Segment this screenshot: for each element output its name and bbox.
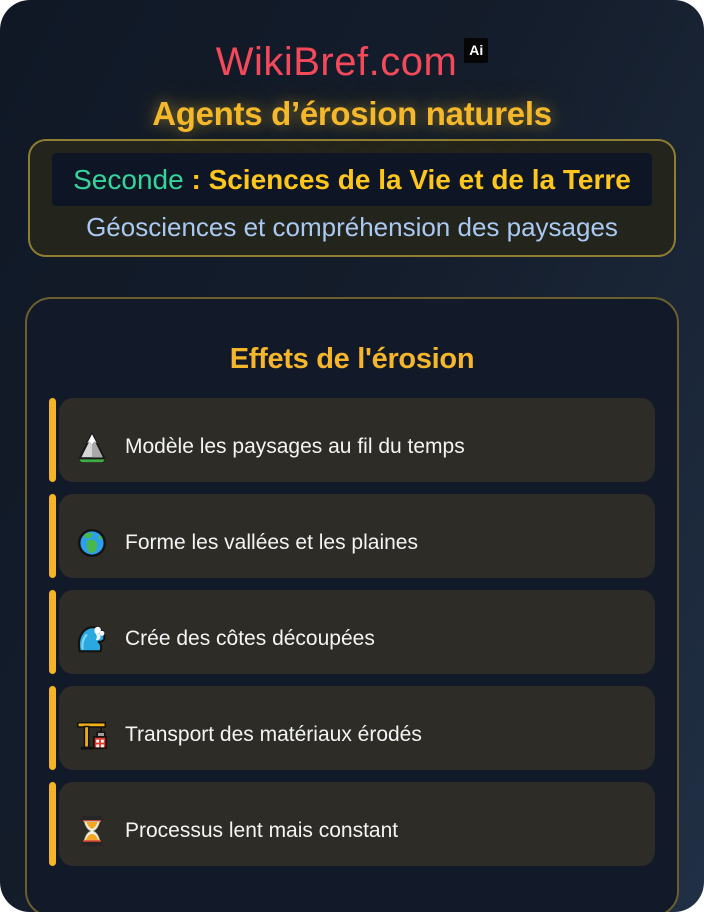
accent-bar <box>49 686 56 770</box>
subject-label: Sciences de la Vie et de la Terre <box>208 164 631 195</box>
effects-list <box>49 398 655 866</box>
item-text: Forme les vallées et les plaines <box>125 531 418 555</box>
page-title: Agents d’érosion naturels <box>152 95 552 132</box>
list-item <box>49 494 655 578</box>
item-text: Transport des matériaux érodés <box>125 723 422 747</box>
item-text: Processus lent mais constant <box>125 819 399 843</box>
accent-bar <box>49 590 56 674</box>
ai-badge: Ai <box>464 38 488 63</box>
accent-bar <box>49 398 56 482</box>
mountain-icon <box>75 430 109 464</box>
level-box <box>28 139 676 257</box>
list-item <box>49 590 655 674</box>
brand-name[interactable]: WikiBref.com <box>215 40 458 84</box>
effects-card <box>25 297 679 912</box>
effects-title: Effets de l'érosion <box>229 343 475 376</box>
list-item <box>49 398 655 482</box>
level-heading <box>52 153 652 206</box>
brand[interactable] <box>216 40 489 85</box>
level-subtitle: Géosciences et compréhension des paysages <box>86 212 618 243</box>
item-text: Modèle les paysages au fil du temps <box>125 435 465 459</box>
hourglass-icon <box>75 814 109 848</box>
page-header <box>0 0 704 133</box>
crane-icon <box>75 718 109 752</box>
grade-label: Seconde <box>73 164 184 195</box>
accent-bar <box>49 782 56 866</box>
wave-icon <box>75 622 109 656</box>
accent-bar <box>49 494 56 578</box>
item-text: Crée des côtes découpées <box>125 627 375 651</box>
list-item <box>49 686 655 770</box>
heading-separator: : <box>183 164 209 195</box>
list-item <box>49 782 655 866</box>
globe-icon <box>75 526 109 560</box>
